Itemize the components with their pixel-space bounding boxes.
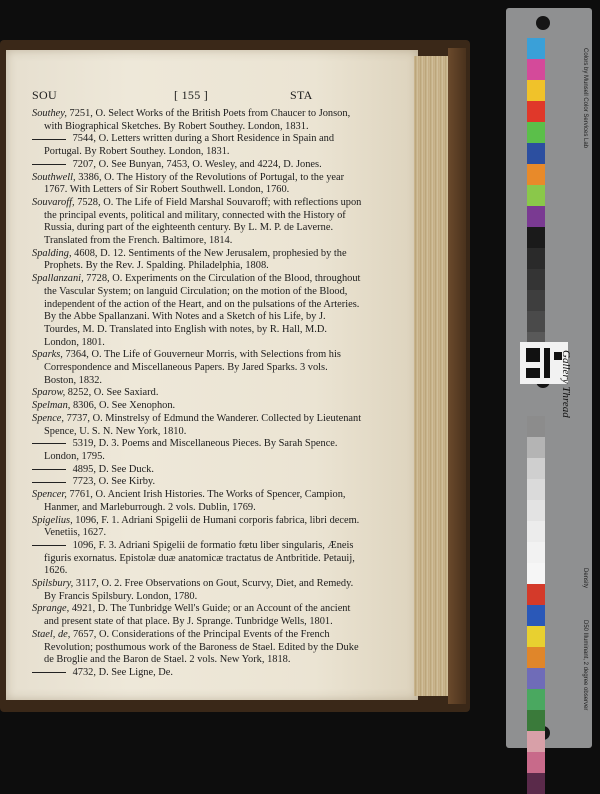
entry-text: 7251, O. Select Works of the British Poets from Chaucer to Jonson, with Biographical Sketches. By Robert Southey. London, 1831. bbox=[44, 108, 351, 132]
entry-heading: Southey, bbox=[32, 108, 67, 119]
color-patch bbox=[527, 689, 545, 710]
entry-text: 7761, O. Ancient Irish Histories. The Works of Spencer, Campion, Hanmer, and Marleburrough. 2 vols. Dublin, 1769. bbox=[44, 489, 346, 513]
catalog-entry bbox=[32, 133, 362, 158]
color-patch bbox=[527, 248, 545, 269]
ditto-dash bbox=[32, 443, 66, 444]
ditto-dash bbox=[32, 469, 66, 470]
entry-heading: Sparow, bbox=[32, 387, 66, 399]
catalog-entry bbox=[32, 400, 362, 413]
ditto-dash bbox=[32, 164, 66, 165]
strip-label-top: Colors by Munsell Color Services Lab bbox=[582, 48, 588, 149]
book-spine bbox=[448, 48, 466, 704]
color-patch bbox=[527, 227, 545, 248]
catalog-entry bbox=[32, 159, 362, 172]
entry-heading: Sprange, bbox=[32, 603, 70, 615]
ditto-dash bbox=[32, 482, 66, 483]
entry-text: 7657, O. Considerations of the Principal Events of the French Revolution; posthumous work of the Baroness de Stael. Edited by the Duke de Broglie and the Baron de Stael. 2 vols. New York, 1818. bbox=[44, 628, 359, 666]
color-patch bbox=[527, 479, 545, 500]
strip-label-density: Density bbox=[582, 568, 588, 589]
header-right: STA bbox=[290, 88, 313, 102]
color-patch bbox=[527, 311, 545, 332]
color-patch bbox=[527, 416, 545, 437]
hole-icon bbox=[536, 16, 550, 30]
page-edges bbox=[414, 56, 448, 696]
color-patch bbox=[527, 143, 545, 164]
color-patch bbox=[527, 500, 545, 521]
ditto-dash bbox=[32, 139, 66, 140]
catalog-entry bbox=[32, 629, 362, 667]
color-patch bbox=[527, 605, 545, 626]
color-patch bbox=[527, 122, 545, 143]
entry-heading: Spilsbury, bbox=[32, 578, 74, 590]
header-left: SOU bbox=[32, 88, 57, 102]
entry-text: 4921, D. The Tunbridge Well's Guide; or an Account of the ancient and present state of that place. By J. Sprange. Tunbridge Wells, 1801. bbox=[44, 603, 351, 628]
entry-text: 3117, O. 2. Free Observations on Gout, Scurvy, Diet, and Remedy. By Francis Spilsbury. London, 1780. bbox=[44, 578, 354, 602]
catalog-entry bbox=[32, 349, 362, 387]
entry-text: 1096, F. 3. Adriani Spigelii de formatio fœtu liber singularis, Æneis figuris exornatus. Epistolæ duæ anatomicæ tractatus de Antbritide. Petauij, 1626. bbox=[44, 539, 355, 577]
color-patch bbox=[527, 59, 545, 80]
color-patch bbox=[527, 38, 545, 59]
color-patch bbox=[527, 584, 545, 605]
catalog-entry bbox=[32, 578, 362, 603]
color-patch bbox=[527, 626, 545, 647]
color-patch bbox=[527, 437, 545, 458]
entry-text: 3386, O. The History of the Revolutions of Portugal, to the year 1767. With Letters of Sir Robert Southwell. London, 1760. bbox=[44, 171, 345, 196]
color-patch bbox=[527, 269, 545, 290]
entry-text: 7207, O. See Bunyan, 7453, O. Wesley, and 4224, D. Jones. bbox=[70, 158, 322, 170]
entry-heading: Spencer, bbox=[32, 489, 67, 501]
catalog-entry bbox=[32, 489, 362, 514]
color-patch bbox=[527, 647, 545, 668]
entry-heading: Southwell, bbox=[32, 171, 76, 183]
entry-text: 7723, O. See Kirby. bbox=[70, 476, 156, 488]
entry-text: 7364, O. The Life of Gouverneur Morris, with Selections from his Correspondence and Miscellaneous Papers. By Jared Sparks. 3 vols. Boston, 1832. bbox=[44, 349, 341, 386]
strip-label-bottom: D50 Illuminant, 2 degree observer bbox=[582, 620, 588, 711]
entry-text: 4608, D. 12. Sentiments of the New Jerusalem, prophesied by the Prophets. By the Rev. J. Spalding. Philadelphia, 1808. bbox=[44, 247, 347, 272]
color-patch bbox=[527, 458, 545, 479]
color-patch bbox=[527, 710, 545, 731]
catalog-entry bbox=[32, 476, 362, 489]
entry-text: 4895, D. See Duck. bbox=[70, 463, 154, 475]
color-patch bbox=[527, 185, 545, 206]
catalog-entry bbox=[32, 515, 362, 540]
catalog-entry bbox=[32, 540, 362, 578]
entry-text: 5319, D. 3. Poems and Miscellaneous Pieces. By Sarah Spence. London, 1795. bbox=[44, 438, 338, 462]
catalog-entry bbox=[32, 248, 362, 273]
entry-text: 7528, O. The Life of Field Marshal Souvaroff; with reflections upon the principal events, political and military, connected with the History of Russia, during part of the eighteenth century. By L. M. P. de Laverne. Translated from the French. Baltimore, 1814. bbox=[44, 196, 362, 247]
entry-heading: Spalding, bbox=[32, 247, 72, 259]
color-patch bbox=[527, 752, 545, 773]
catalog-entry bbox=[32, 667, 362, 680]
entry-heading: Sparks, bbox=[32, 349, 63, 361]
entry-heading: Souvaroff, bbox=[32, 196, 75, 208]
entry-heading: Spence, bbox=[32, 412, 65, 424]
color-patch bbox=[527, 101, 545, 122]
catalog-entry bbox=[32, 108, 362, 133]
entry-heading: Stael, de, bbox=[32, 628, 71, 640]
color-patch bbox=[527, 164, 545, 185]
color-patch bbox=[527, 290, 545, 311]
entry-text: 8252, O. See Saxiard. bbox=[65, 387, 159, 399]
catalog-entry bbox=[32, 387, 362, 400]
color-patch bbox=[527, 731, 545, 752]
catalog-entry bbox=[32, 413, 362, 438]
brand-signature: Gallery Thread bbox=[560, 350, 572, 418]
catalog-entries bbox=[32, 108, 362, 680]
entry-text: 8306, O. See Xenophon. bbox=[70, 400, 176, 412]
entry-heading: Spelman, bbox=[32, 400, 71, 412]
catalog-entry bbox=[32, 197, 362, 248]
entry-text: 1096, F. 1. Adriani Spigelii de Humani corporis fabrica, libri decem. Venetiis, 1627. bbox=[44, 514, 360, 539]
entry-text: 7728, O. Experiments on the Circulation of the Blood, throughout the Vascular System; on languid Circulation; on the motion of the Blood, independent of the action of the Heart, and on the pulsations of the Arteries. By the Abbe Spallanzani. With Notes and a Sketch of his Life, by J. Tourdes, M. D. Translated into English with notes, by R. Hall, M.D. London, 1801. bbox=[44, 273, 361, 348]
entry-text: 7544, O. Letters written during a Short Residence in Spain and Portugal. By Robert Southey. London, 1831. bbox=[44, 133, 335, 158]
catalog-entry bbox=[32, 273, 362, 349]
entry-text: 7737, O. Minstrelsy of Edmund the Wanderer. Collected by Lieutenant Spence, U. S. N. New York, 1810. bbox=[44, 412, 362, 437]
catalog-entry bbox=[32, 603, 362, 628]
catalog-entry bbox=[32, 172, 362, 197]
entry-heading: Spigelius, bbox=[32, 514, 73, 526]
entry-text: 4732, D. See Ligne, De. bbox=[70, 666, 174, 678]
entry-heading: Spallanzani, bbox=[32, 273, 84, 285]
color-patch bbox=[527, 668, 545, 689]
color-patch bbox=[527, 563, 545, 584]
ditto-dash bbox=[32, 672, 66, 673]
color-patch bbox=[527, 206, 545, 227]
color-patch bbox=[527, 542, 545, 563]
color-patch bbox=[527, 521, 545, 542]
color-patch bbox=[527, 773, 545, 794]
catalog-entry bbox=[32, 464, 362, 477]
catalog-entry bbox=[32, 438, 362, 463]
page-number: [ 155 ] bbox=[174, 88, 209, 102]
ditto-dash bbox=[32, 545, 66, 546]
color-patch bbox=[527, 80, 545, 101]
